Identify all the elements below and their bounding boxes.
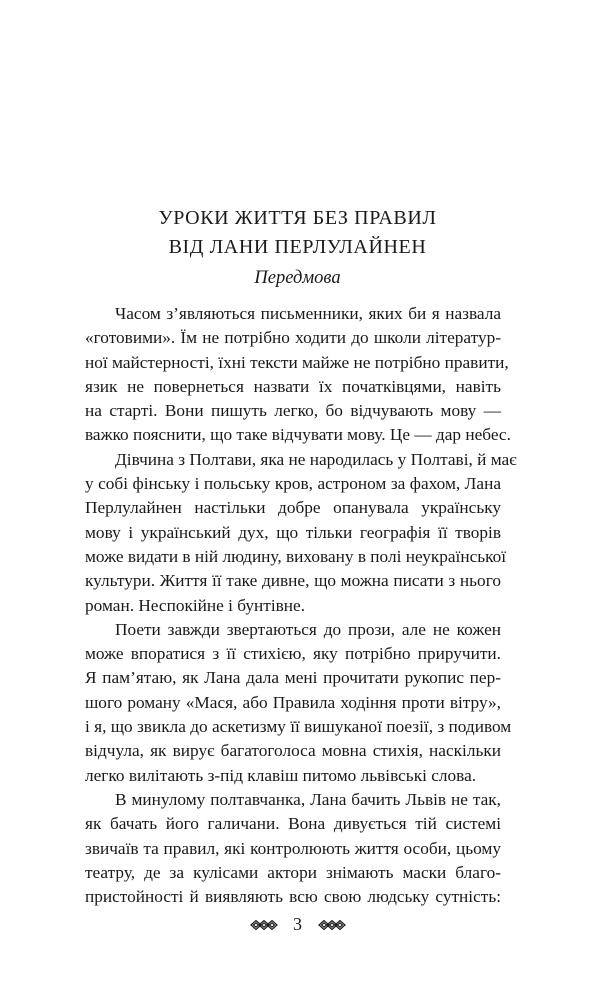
text-line: на старті. Вони пишуть легко, бо відчувають мову — [85,401,501,421]
chapter-subtitle: Передмова [254,268,341,288]
text-line: може впоратися з її стихією, яку потрібно приручити. [85,644,501,664]
text-line: В минулому полтавчанка, Лана бачить Львів не так, [115,789,501,809]
chapter-title-line-2: ВІД ЛАНИ ПЕРЛУЛАЙНЕН [168,236,427,258]
text-line: може видати в ній людину, виховану в полі неукраїнської [85,546,507,566]
text-line: пристойності й виявляють всю свою людську сутність: [85,887,501,907]
chapter-title-line-1: УРОКИ ЖИТТЯ БЕЗ ПРАВИЛ [158,207,437,229]
body-text [85,302,517,909]
text-line: Перлулайнен настільки добре опанувала українську [85,498,501,518]
text-line: Поети завжди звертаються до прози, але не кожен [115,619,501,639]
text-line: «готовими». Їм не потрібно ходити до школи літератур- [85,328,501,348]
text-line: роман. Неспокійне і бунтівне. [85,595,306,615]
text-line: шого роману «Мася, або Правила ходіння проти вітру», [85,692,501,712]
text-line: і я, що звикла до аскетизму її вишуканої поезії, з подивом [85,717,512,737]
text-line: ної майстерності, їхні тексти майже не потрібно правити, [85,352,509,372]
ornament-right-icon [317,919,347,931]
text-line: у собі фінську і польську кров, астроном за фахом, Лана [85,474,501,494]
text-line: Часом з’являються письменники, яких би я назвала [115,304,501,323]
text-line: звичаїв та правил, які контролюють життя особи, цьому [85,838,501,858]
ornament-left-icon [249,919,279,931]
text-line: язик не повернеться назвати їх початківцями, навіть [85,376,501,396]
text-line: Я пам’ятаю, як Лана дала мені прочитати рукопис пер- [85,668,501,688]
text-line: як бачать його галичани. Вона дивується тій системі [85,814,501,834]
text-line: відчула, як вирує багатоголоса мовна стихія, наскільки [85,741,501,761]
page-number: 3 [293,914,302,935]
text-line: легко вилітають з-під клавіш питомо львівські слова. [85,765,477,785]
text-line: важко пояснити, що таке відчувати мову. Це — дар небес. [85,425,511,445]
text-line: театру, де за кулісами актори знімають маски благо- [85,862,501,882]
text-line: культури. Життя її таке дивне, що можна писати з нього [85,571,501,591]
text-line: Дівчина з Полтави, яка не народилась у Полтаві, й має [115,449,517,469]
text-line: мову і український дух, що тільки географія її творів [85,522,501,542]
page-footer [0,913,595,935]
